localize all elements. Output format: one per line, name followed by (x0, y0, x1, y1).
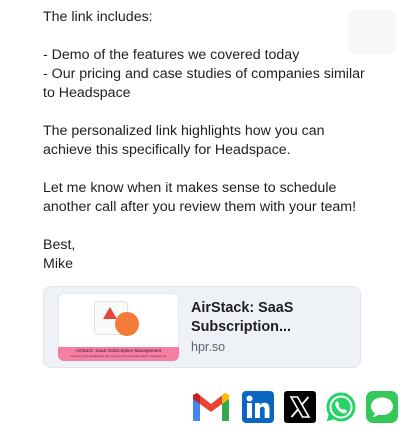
thumbnail-banner-subtitle: discover how Headspace can cut spend & automate SaaS management (70, 354, 167, 358)
thumbnail-banner-title: AirStack: SaaS Subscription Management (75, 348, 162, 353)
airstack-logo-icon (103, 307, 117, 319)
link-preview-text (191, 299, 326, 355)
message-signature: Mike (43, 256, 73, 272)
x-icon[interactable] (284, 391, 316, 423)
message-paragraph-1-cont: achieve this specifically for Headspace. (43, 142, 291, 158)
avatar-circle-icon (115, 312, 139, 336)
thumbnail-banner (58, 347, 179, 361)
link-preview-card[interactable] (43, 286, 361, 368)
share-bar (0, 391, 419, 423)
link-preview-title-line2: Subscription... (191, 319, 291, 335)
message-bullet-pricing-cont: to Headspace (43, 85, 131, 101)
whatsapp-icon[interactable] (325, 391, 357, 423)
link-preview-title-line1: AirStack: SaaS (191, 300, 294, 316)
linkedin-icon[interactable] (242, 391, 274, 423)
link-preview-title (191, 299, 326, 337)
message-bullet-demo: - Demo of the features we covered today (43, 47, 300, 63)
message-bullet-pricing: - Our pricing and case studies of companies similar (43, 66, 365, 82)
link-preview-domain: hpr.so (191, 340, 226, 354)
message-paragraph-2: Let me know when it makes sense to schedule (43, 180, 337, 196)
message-paragraph-2-cont: another call after you review them with your team! (43, 199, 357, 215)
link-preview-thumbnail (58, 293, 179, 361)
message-body (43, 8, 393, 274)
gmail-icon[interactable] (190, 391, 232, 423)
message-paragraph-1: The personalized link highlights how you can (43, 123, 325, 139)
message-signoff: Best, (43, 237, 76, 253)
message-intro: The link includes: (43, 9, 153, 25)
messages-icon[interactable] (366, 391, 398, 423)
